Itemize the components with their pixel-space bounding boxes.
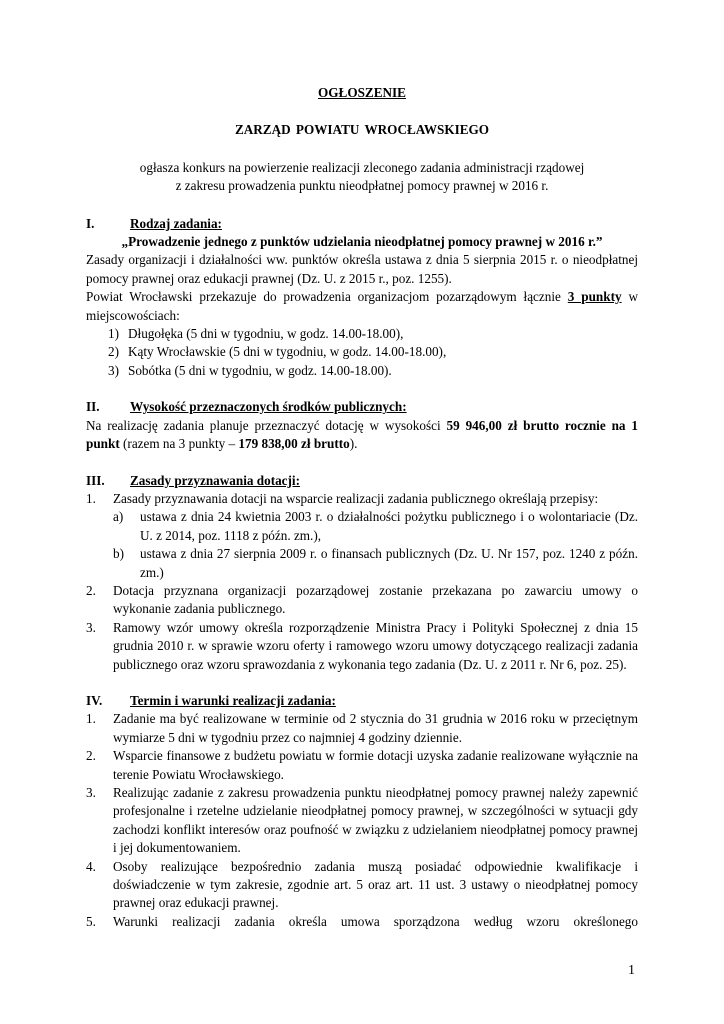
list-letter: a) [113, 509, 124, 525]
list-item [86, 747, 638, 784]
list-number: 4. [86, 858, 96, 874]
section-number: I. [86, 215, 95, 231]
section-number: IV. [86, 692, 103, 708]
section-title: Wysokość przeznaczonych środków publicznych: [130, 399, 407, 415]
list-item [86, 582, 638, 619]
list-text: Dotacja przyznana organizacji pozarządowej zostanie przekazana po zawarciu umowy o wykonanie zadania publicznego. [113, 582, 638, 617]
section-number: III. [86, 472, 105, 488]
document-title: OGŁOSZENIE [318, 85, 406, 100]
list-text: Zadanie ma być realizowane w terminie od 2 stycznia do 31 grudnia w 2016 roku w przeciętnym wymiarze 5 dni w tygodniu przez co najmniej 4 godziny dziennie. [113, 711, 638, 745]
list-number: 1. [86, 711, 96, 727]
section-title: Termin i warunki realizacji zadania: [130, 692, 336, 708]
intro-line-1: ogłasza konkurs na powierzenie realizacji zleconego zadania administracji rządowej [139, 159, 585, 175]
task-name: „Prowadzenie jednego z punktów udzielania nieodpłatnej pomocy prawnej w 2016 r.” [121, 234, 603, 250]
sub-list-item [86, 545, 638, 582]
list-item [86, 858, 638, 913]
list-item [86, 710, 638, 747]
intro-line-2: z zakresu prowadzenia punktu nieodpłatnej pomocy prawnej w 2016 r. [175, 178, 549, 194]
list-number: 2. [86, 748, 96, 764]
list-number: 2. [86, 582, 96, 598]
list-number: 3. [86, 785, 96, 800]
list-number: 1) [108, 326, 119, 342]
list-text: Długołęka (5 dni w tygodniu, w godz. 14.00-18.00), [128, 326, 404, 342]
list-text: Sobótka (5 dni w tygodniu, w godz. 14.00-18.00). [128, 362, 392, 378]
section-title: Zasady przyznawania dotacji: [130, 472, 300, 488]
list-number: 5. [86, 913, 96, 929]
list-text: Kąty Wrocławskie (5 dni w tygodniu, w godz. 14.00-18.00), [128, 344, 447, 360]
section-number: II. [86, 399, 100, 415]
section-title: Rodzaj zadania: [130, 215, 222, 231]
list-item [86, 913, 638, 931]
paragraph [86, 288, 638, 325]
document-intro [86, 159, 638, 196]
paragraph: Zasady organizacji i działalności ww. punktów określa ustawa z dnia 5 sierpnia 2015 r. o nieodpłatnej pomocy prawnej oraz edukacji prawnej (Dz. U. z 2015 r., poz. 1255). [86, 252, 638, 286]
list-item [86, 325, 638, 343]
points-count: 3 punkty [567, 289, 622, 305]
section-3-heading [86, 472, 638, 490]
list-text: Ramowy wzór umowy określa rozporządzenie Ministra Pracy i Polityki Społecznej z dnia 15 grudnia 2010 r. w sprawie wzoru oferty i ramowego wzoru umowy dotyczącego realizacji zadania publicznego oraz wzoru sprawozdania z wykonania tego zadania (Dz. U. z 2011 r. Nr 6, poz. 25). [113, 619, 638, 672]
text-span: (razem na 3 punkty – [119, 436, 239, 452]
paragraph [86, 417, 638, 454]
list-number: 3) [108, 362, 119, 378]
list-text: Zasady przyznawania dotacji na wsparcie realizacji zadania publicznego określają przepisy: [113, 490, 599, 506]
text-span: ). [349, 436, 358, 452]
section-2-heading [86, 398, 638, 416]
list-number: 2) [108, 344, 119, 360]
amount-per-point: 59 946,00 zł brutto rocznie na 1 punkt [86, 417, 638, 452]
list-text: Osoby realizujące bezpośrednio zadania muszą posiadać odpowiednie kwalifikacje i doświadczenie w tym zakresie, zgodnie art. 5 oraz art. 11 ust. 3 ustawy o nieodpłatnej pomocy prawnej oraz edukacji prawnej. [113, 858, 638, 911]
list-text: Wsparcie finansowe z budżetu powiatu w formie dotacji uzyska zadanie realizowane wyłącznie na terenie Powiatu Wrocławskiego. [113, 748, 638, 782]
list-number: 3. [86, 619, 96, 635]
list-item [86, 619, 638, 674]
text-span: w miejscowościach: [86, 289, 639, 323]
section-1-heading [86, 215, 638, 233]
amount-total: 179 838,00 zł brutto [238, 436, 350, 452]
page-number: 1 [628, 963, 635, 978]
list-text: ustawa z dnia 24 kwietnia 2003 r. o działalności pożytku publicznego i o wolontariacie (Dz. U. z 2014, poz. 1118 z późn. zm.), [140, 509, 638, 543]
list-letter: b) [113, 546, 124, 562]
document-subtitle: ZARZĄD POWIATU WROCŁAWSKIEGO [234, 122, 490, 138]
text-span: Na realizację zadania planuje przeznaczyć dotację w wysokości [86, 417, 447, 433]
sub-list-item [86, 508, 638, 545]
section-4-heading [86, 692, 638, 710]
text-span: Powiat Wrocławski przekazuje do prowadzenia organizacjom pozarządowym łącznie [86, 289, 568, 305]
list-item [86, 784, 638, 858]
list-item [86, 490, 638, 508]
document-page [86, 84, 638, 931]
list-item [86, 362, 638, 380]
list-text: Warunki realizacji zadania określa umowa sporządzona według wzoru określonego [113, 913, 638, 929]
list-item [86, 343, 638, 361]
list-number: 1. [86, 490, 96, 506]
list-text: Realizując zadanie z zakresu prowadzenia punktu nieodpłatnej pomocy prawnej należy zapewnić profesjonalne i rzetelne udzielanie nieodpłatnej pomocy prawnej, w szczególności w sytuacji gdy zachodzi konflikt interesów oraz poufność w związku z udzielaniem nieodpłatnej pomocy prawnej i jej dokumentowaniem. [113, 785, 638, 856]
list-text: ustawa z dnia 27 sierpnia 2009 r. o finansach publicznych (Dz. U. Nr 157, poz. 1240 z późn. zm.) [140, 546, 638, 580]
